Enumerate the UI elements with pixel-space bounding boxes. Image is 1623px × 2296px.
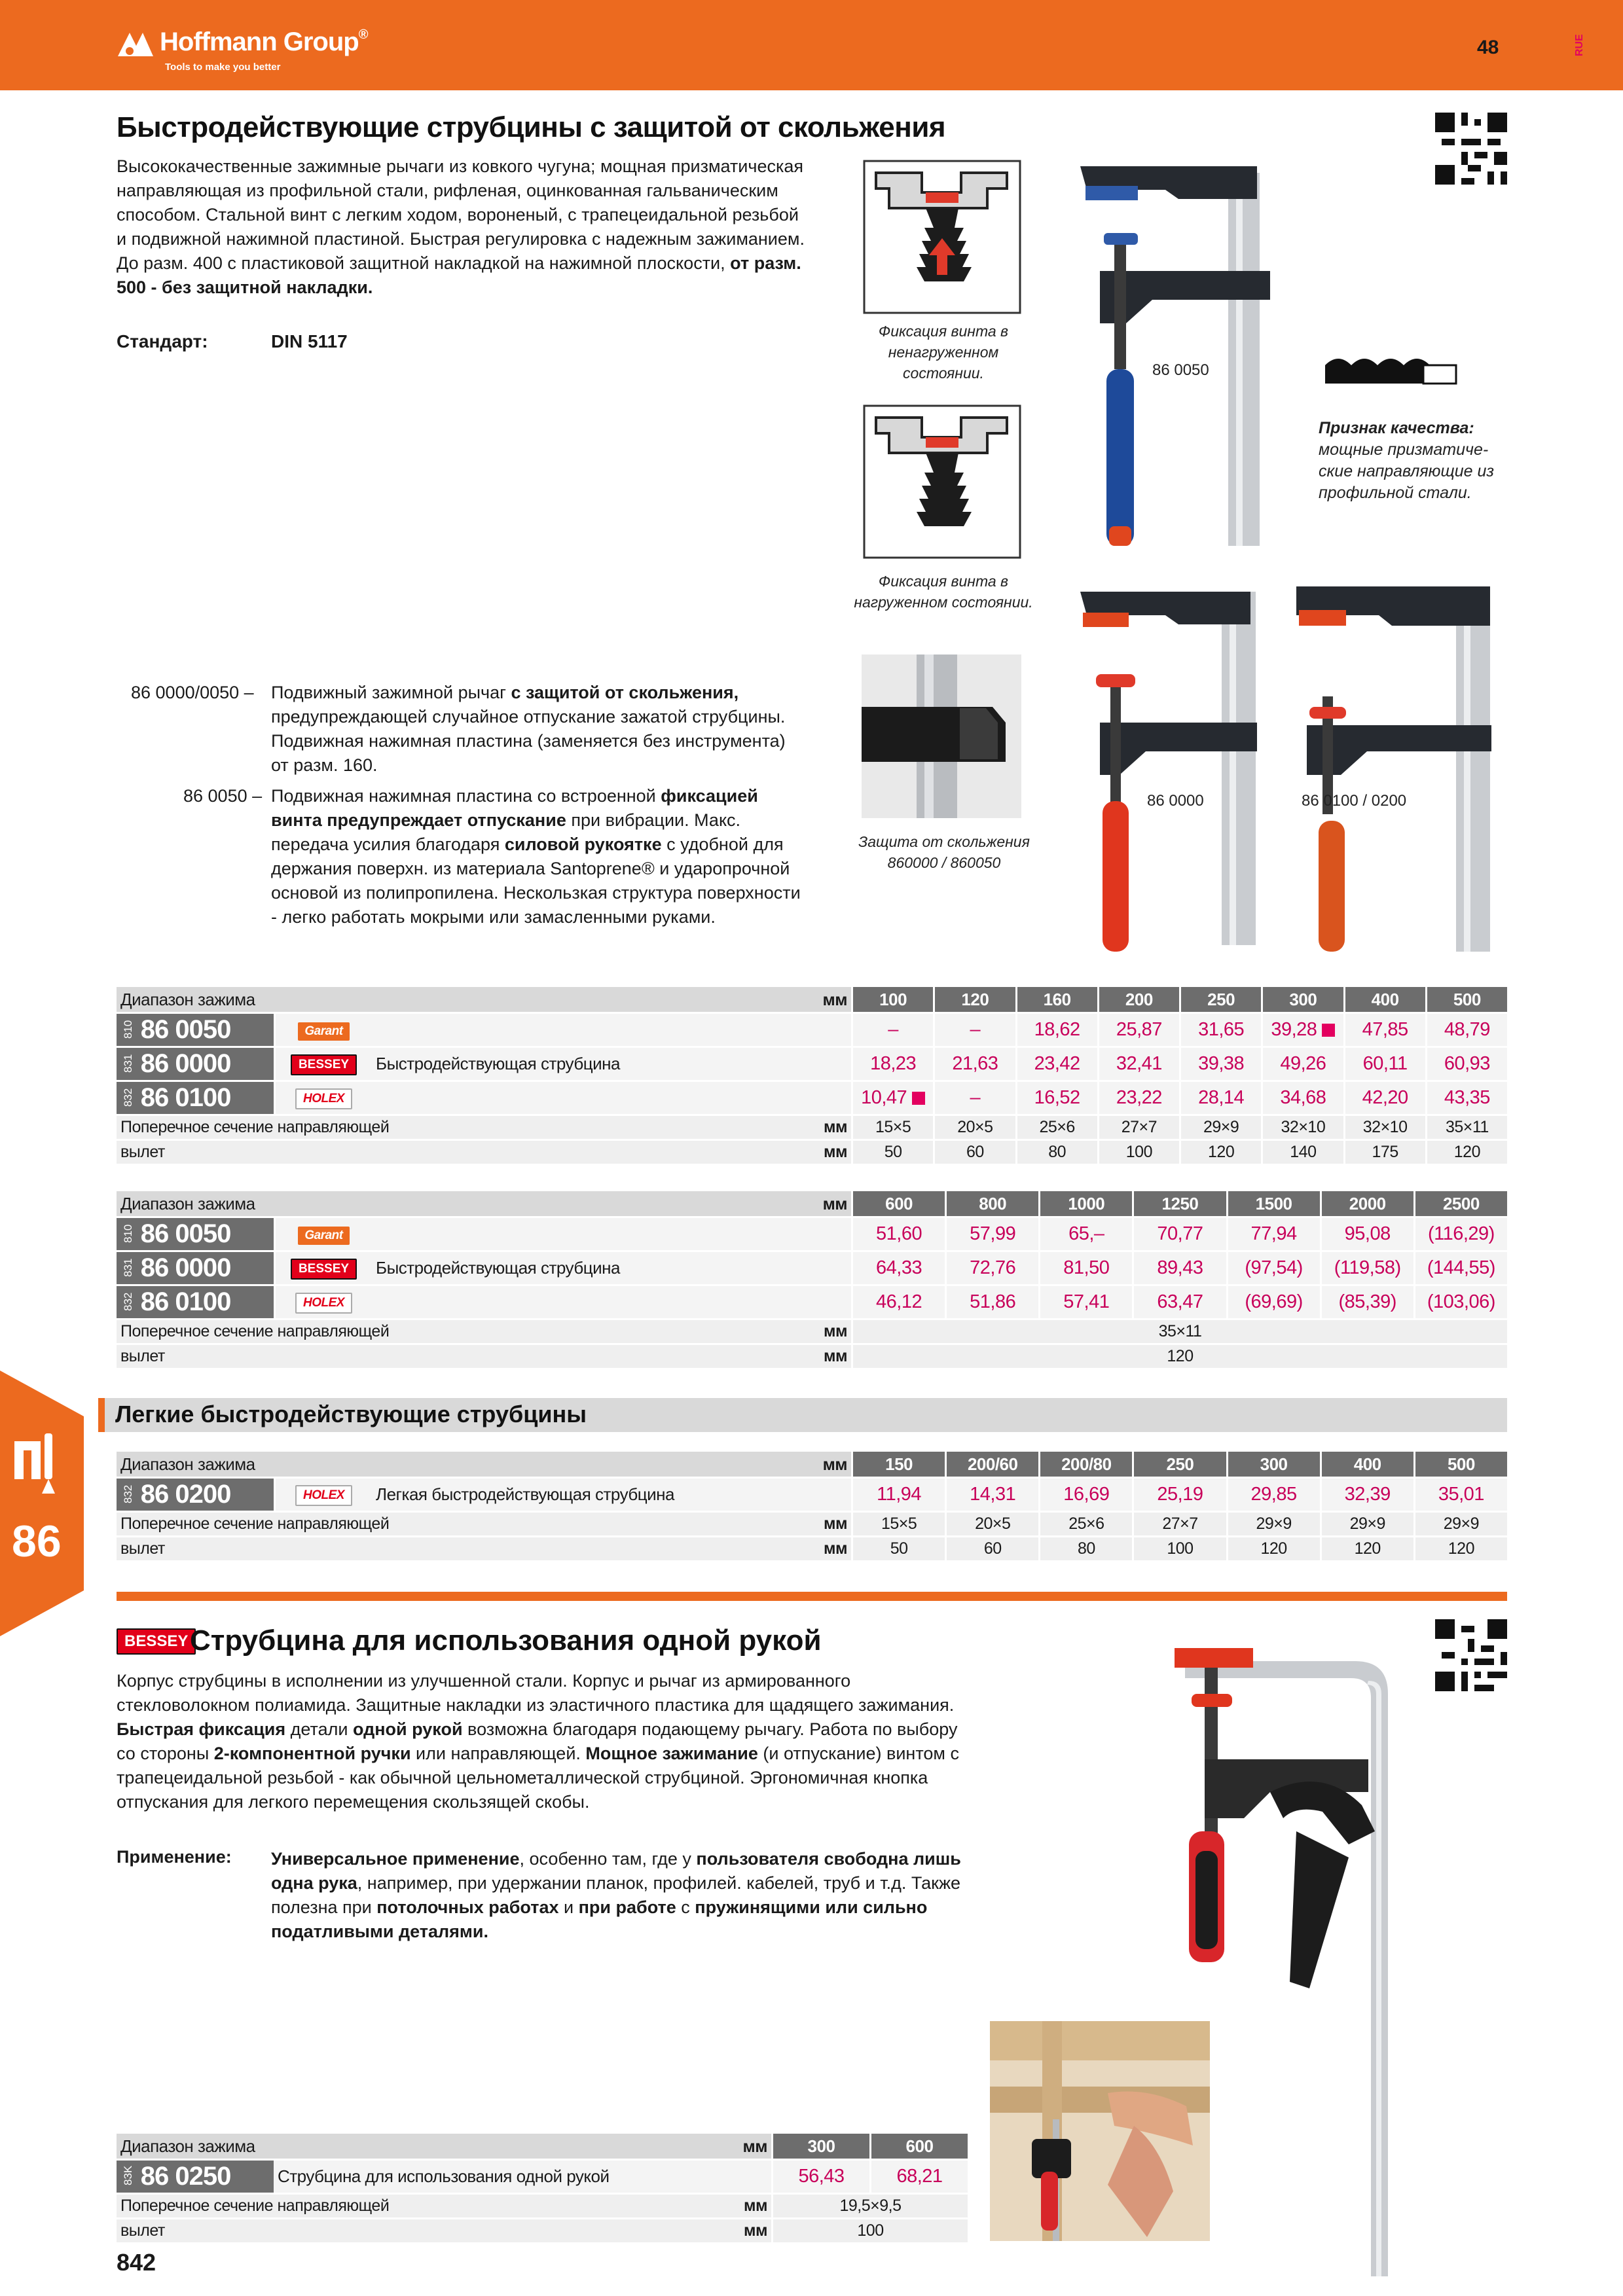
size-cell: 300: [1261, 987, 1343, 1012]
table-row: [117, 1477, 1507, 1511]
size-cell: 2500: [1413, 1191, 1507, 1216]
price-cell: 48,79: [1425, 1012, 1507, 1046]
price-cell: 31,65: [1179, 1012, 1261, 1046]
size-cell: 400: [1343, 987, 1425, 1012]
range-unit: мм: [673, 2134, 771, 2159]
application-text: Универсальное применение, особенно там, где у пользователя свободна лишь одна рука, например, при удержании планок, профилей. кабелей, труб и т.д. Также полезна при потолочных работах и при работе с пружинящими или сильно податливыми деталями.: [271, 1849, 961, 1941]
guide-profile-drawing: [1319, 346, 1469, 402]
price-cell: –: [851, 1012, 933, 1046]
unit: мм: [653, 1511, 851, 1535]
range-label: Диапазон зажима: [117, 1191, 653, 1216]
price-cell: (85,39): [1320, 1284, 1413, 1318]
qr-code-icon: [1435, 113, 1507, 185]
price-cell: 72,76: [945, 1250, 1038, 1284]
size-cell: 400: [1320, 1452, 1413, 1477]
price-cell: 23,22: [1097, 1080, 1179, 1114]
article-description: Струбцина для использования одной рукой: [274, 2159, 771, 2193]
price-cell: 14,31: [945, 1477, 1038, 1511]
reach-value: 120: [1413, 1535, 1507, 1560]
reach-value: 100: [1097, 1139, 1179, 1164]
availability-mark-icon: [1322, 1024, 1335, 1037]
reach-value: 60: [933, 1139, 1015, 1164]
price-cell-marked: 10,47: [851, 1080, 933, 1114]
price-cell: 89,43: [1132, 1250, 1226, 1284]
article-number: 832 86 0200: [117, 1477, 274, 1511]
reach-value: 175: [1343, 1139, 1425, 1164]
reach-value: 100: [771, 2217, 968, 2242]
price-cell: 60,11: [1343, 1046, 1425, 1080]
price-cell: 65,–: [1038, 1216, 1132, 1250]
size-cell: 500: [1425, 987, 1507, 1012]
price-cell: 18,62: [1015, 1012, 1097, 1046]
price-cell: 49,26: [1261, 1046, 1343, 1080]
cross-value: 32×10: [1261, 1114, 1343, 1139]
section3-description: Корпус струбцины в исполнении из улучшенной стали. Корпус и рычаг из армированного стекловолокном полиамида. Защитные накладки из эластичного пластика для щадящего зажимания. Быстрая фиксация детали одной рукой возможна благодаря подающему рычагу. Работа по выбору со стороны 2-компонентной ручки или направляющей. Мощное зажимание (и отпускание) винтом с трапецеидальной резьбой - как обычной цельнометаллической струбциной. Эргономичная кнопка отпускания для легкого перемещения скользящей скобы.: [117, 1671, 959, 1812]
clamp-860000-photo: [1074, 579, 1283, 958]
brand-logo-bessey: BESSEY: [274, 1250, 372, 1284]
section-title-one-hand-clamp: Струбцина для использования одной рукой: [190, 1624, 822, 1657]
size-cell: 600: [851, 1191, 945, 1216]
unit: мм: [653, 1114, 851, 1139]
cross-value: 15×5: [851, 1114, 933, 1139]
cross-value: 29×9: [1226, 1511, 1320, 1535]
table-row: [117, 1284, 1507, 1318]
unit: мм: [653, 1139, 851, 1164]
price-cell: 64,33: [851, 1250, 945, 1284]
article-number: 831 86 0000: [117, 1250, 274, 1284]
section1-description: Высококачественные зажимные рычаги из ковкого чугуна; мощная призматическая направляющая из профильной стали, рифленая, оцинкованная гальваническим способом. Стальной винт с легким ходом, вороненый, с трапецеидальной резьбой и подвижной нажимной пластиной. Быстрая регулировка с надежным зажиманием. До разм. 400 с пластиковой защитной накладкой на нажимной плоскости, от разм. 500 - без защитной накладки.: [117, 156, 805, 297]
application-label: Применение:: [117, 1847, 232, 1867]
price-cell-marked: 39,28: [1261, 1012, 1343, 1046]
range-label: Диапазон зажима: [117, 1452, 653, 1477]
reach-label: вылет: [117, 1343, 653, 1368]
price-cell: (116,29): [1413, 1216, 1507, 1250]
price-cell: –: [933, 1012, 1015, 1046]
article-number: 832 86 0100: [117, 1284, 274, 1318]
table-row: [117, 1216, 1507, 1250]
article-number: 83K 86 0250: [117, 2159, 274, 2193]
size-cell: 200/60: [945, 1452, 1038, 1477]
reach-value: 80: [1038, 1535, 1132, 1560]
reach-value: 120: [851, 1343, 1507, 1368]
size-cell: 250: [1132, 1452, 1226, 1477]
price-cell: 16,52: [1015, 1080, 1097, 1114]
price-cell: (69,69): [1226, 1284, 1320, 1318]
cross-value: 32×10: [1343, 1114, 1425, 1139]
section2-accent: [98, 1398, 105, 1432]
price-cell: 32,39: [1320, 1477, 1413, 1511]
table-row: [117, 2159, 968, 2193]
section-title-quick-clamps: Быстродействующие струбцины с защитой от скольжения: [117, 111, 946, 143]
unit: мм: [673, 2193, 771, 2217]
cross-value: 25×6: [1015, 1114, 1097, 1139]
reach-value: 100: [1132, 1535, 1226, 1560]
size-cell: 200: [1097, 987, 1179, 1012]
price-cell: 28,14: [1179, 1080, 1261, 1114]
price-table-2: [117, 1191, 1507, 1368]
standard-value: DIN 5117: [271, 331, 348, 351]
cross-section-label: Поперечное сечение направляющей: [117, 1114, 653, 1139]
range-unit: мм: [653, 1452, 851, 1477]
range-unit: мм: [653, 1191, 851, 1216]
article-number: 810 86 0050: [117, 1012, 274, 1046]
bessey-logo: BESSEY: [117, 1628, 196, 1655]
price-cell: 21,63: [933, 1046, 1015, 1080]
quality-caption: Признак качества: мощные призматиче- ские направляющие из профильной стали.: [1319, 419, 1495, 502]
caption-unloaded: Фиксация винта в ненагруженном состоянии.: [878, 323, 1009, 382]
price-cell: 60,93: [1425, 1046, 1507, 1080]
reach-label: вылет: [117, 2217, 673, 2242]
unit: мм: [653, 1535, 851, 1560]
table-row: [117, 1012, 1507, 1046]
price-table-4: [117, 2134, 968, 2242]
size-cell: 1000: [1038, 1191, 1132, 1216]
page-number-bottom: 842: [117, 2249, 156, 2276]
reach-value: 120: [1226, 1535, 1320, 1560]
price-cell: 39,38: [1179, 1046, 1261, 1080]
note2-text: Подвижная нажимная пластина со встроенной фиксацией винта предупреждает отпускание при вибрации. Макс. передача усилия благодаря силовой рукоятке с удобной для держания поверхн. из материала Santoprene® и ударопрочной основой из полипропилена. Нескользкая структура поверхности - легко работать мокрыми или замасленными руками.: [271, 786, 801, 927]
price-cell: (97,54): [1226, 1250, 1320, 1284]
price-cell: 57,41: [1038, 1284, 1132, 1318]
cross-section-label: Поперечное сечение направляющей: [117, 2193, 673, 2217]
price-cell: 51,60: [851, 1216, 945, 1250]
price-cell: 56,43: [771, 2159, 869, 2193]
cross-section-label: Поперечное сечение направляющей: [117, 1511, 653, 1535]
size-cell: 600: [869, 2134, 968, 2159]
article-number: 832 86 0100: [117, 1080, 274, 1114]
price-table-1: [117, 987, 1507, 1164]
clamp-860050-photo: [1074, 160, 1290, 552]
unit: мм: [673, 2217, 771, 2242]
brand-logo-holex: HOLEX: [274, 1477, 372, 1511]
cross-value: 20×5: [933, 1114, 1015, 1139]
label-860050: 86 0050: [1152, 361, 1209, 379]
cross-value: 15×5: [851, 1511, 945, 1535]
screw-lock-unloaded-drawing: [863, 160, 1021, 314]
size-cell: 1250: [1132, 1191, 1226, 1216]
size-cell: 120: [933, 987, 1015, 1012]
price-cell: (119,58): [1320, 1250, 1413, 1284]
brand-tagline: Tools to make you better: [165, 62, 281, 73]
article-description: Быстродействующая струбцина: [372, 1250, 851, 1284]
usage-photo: [990, 2021, 1210, 2241]
reach-value: 120: [1425, 1139, 1507, 1164]
price-cell: 11,94: [851, 1477, 945, 1511]
price-cell: 51,86: [945, 1284, 1038, 1318]
note1-code: 86 0000/0050 –: [131, 683, 254, 702]
range-label: Диапазон зажима: [117, 2134, 673, 2159]
brand-name: Hoffmann Group®: [160, 27, 368, 56]
cross-value: 25×6: [1038, 1511, 1132, 1535]
note1-text: Подвижный зажимной рычаг с защитой от скольжения, предупреждающей случайное отпускание зажатой струбцины. Подвижная нажимная пластина (заменяется без инструмента) от разм. 160.: [271, 683, 786, 775]
clamp-860100-photo: [1283, 579, 1506, 958]
qr-code-icon: [1435, 1619, 1507, 1691]
table-row: [117, 1080, 1507, 1114]
size-cell: 200/80: [1038, 1452, 1132, 1477]
hoffmann-logo-icon: [117, 27, 155, 59]
size-cell: 2000: [1320, 1191, 1413, 1216]
screw-lock-loaded-drawing: [863, 404, 1021, 559]
size-cell: 300: [771, 2134, 869, 2159]
price-cell: 70,77: [1132, 1216, 1226, 1250]
table-row: [117, 1250, 1507, 1284]
price-cell: 25,87: [1097, 1012, 1179, 1046]
price-cell: 23,42: [1015, 1046, 1097, 1080]
reach-value: 120: [1179, 1139, 1261, 1164]
cross-section-label: Поперечное сечение направляющей: [117, 1318, 653, 1343]
cross-value: 29×9: [1179, 1114, 1261, 1139]
price-cell: 42,20: [1343, 1080, 1425, 1114]
article-description: [372, 1284, 851, 1318]
article-description: [372, 1216, 851, 1250]
price-cell: 43,35: [1425, 1080, 1507, 1114]
price-cell: 47,85: [1343, 1012, 1425, 1046]
reach-value: 50: [851, 1535, 945, 1560]
standard-label: Стандарт:: [117, 331, 208, 351]
brand-logo-garant: Garant: [274, 1012, 372, 1046]
cross-value: 29×9: [1320, 1511, 1413, 1535]
size-cell: 160: [1015, 987, 1097, 1012]
article-number: 831 86 0000: [117, 1046, 274, 1080]
price-cell: 57,99: [945, 1216, 1038, 1250]
price-cell: (144,55): [1413, 1250, 1507, 1284]
caption-loaded: Фиксация винта в нагруженном состоянии.: [854, 573, 1033, 611]
price-cell: 32,41: [1097, 1046, 1179, 1080]
article-description: Легкая быстродействующая струбцина: [372, 1477, 851, 1511]
article-description: [372, 1080, 851, 1114]
language-tag: RUE: [1574, 34, 1585, 56]
price-cell: 95,08: [1320, 1216, 1413, 1250]
price-cell: 68,21: [869, 2159, 968, 2193]
size-cell: 1500: [1226, 1191, 1320, 1216]
reach-value: 120: [1320, 1535, 1413, 1560]
page-number-top: 48: [1477, 37, 1499, 58]
section-divider: [117, 1592, 1507, 1601]
label-860000: 86 0000: [1147, 792, 1204, 810]
article-description: [372, 1012, 851, 1046]
size-cell: 300: [1226, 1452, 1320, 1477]
price-cell: 25,19: [1132, 1477, 1226, 1511]
section-title-light-clamps: Легкие быстродействующие струбцины: [115, 1401, 587, 1427]
unit: мм: [653, 1318, 851, 1343]
table-row: [117, 1046, 1507, 1080]
cross-value: 27×7: [1097, 1114, 1179, 1139]
size-cell: 800: [945, 1191, 1038, 1216]
chapter-number: 86: [12, 1516, 62, 1566]
unit: мм: [653, 1343, 851, 1368]
reach-value: 140: [1261, 1139, 1343, 1164]
reach-value: 50: [851, 1139, 933, 1164]
article-description: Быстродействующая струбцина: [372, 1046, 851, 1080]
price-cell: 46,12: [851, 1284, 945, 1318]
availability-mark-icon: [912, 1092, 925, 1105]
cross-value: 19,5×9,5: [771, 2193, 968, 2217]
range-label: Диапазон зажима: [117, 987, 653, 1012]
price-cell: –: [933, 1080, 1015, 1114]
reach-value: 60: [945, 1535, 1038, 1560]
cross-value: 29×9: [1413, 1511, 1507, 1535]
price-cell: 81,50: [1038, 1250, 1132, 1284]
article-number: 810 86 0050: [117, 1216, 274, 1250]
brand-logo-bessey: BESSEY: [274, 1046, 372, 1080]
cross-value: 35×11: [851, 1318, 1507, 1343]
price-cell: 34,68: [1261, 1080, 1343, 1114]
reach-label: вылет: [117, 1535, 653, 1560]
size-cell: 500: [1413, 1452, 1507, 1477]
price-cell: 16,69: [1038, 1477, 1132, 1511]
chapter-side-tab: [0, 1371, 84, 1636]
brand-logo-holex: HOLEX: [274, 1284, 372, 1318]
price-cell: 18,23: [851, 1046, 933, 1080]
brand-logo-garant: Garant: [274, 1216, 372, 1250]
price-cell: 29,85: [1226, 1477, 1320, 1511]
anti-slip-photo: [862, 655, 1021, 818]
price-table-3: [117, 1452, 1507, 1560]
cross-value: 35×11: [1425, 1114, 1507, 1139]
brand-logo-holex: HOLEX: [274, 1080, 372, 1114]
reach-value: 80: [1015, 1139, 1097, 1164]
price-cell: 63,47: [1132, 1284, 1226, 1318]
size-cell: 100: [851, 987, 933, 1012]
size-cell: 150: [851, 1452, 945, 1477]
size-cell: 250: [1179, 987, 1261, 1012]
label-860100-0200: 86 0100 / 0200: [1302, 792, 1407, 810]
range-unit: мм: [653, 987, 851, 1012]
price-cell: (103,06): [1413, 1284, 1507, 1318]
caption-anti-slip: Защита от скольжения 860000 / 860050: [858, 833, 1030, 871]
reach-label: вылет: [117, 1139, 653, 1164]
note2-code: 86 0050 –: [183, 786, 263, 806]
cross-value: 20×5: [945, 1511, 1038, 1535]
cross-value: 27×7: [1132, 1511, 1226, 1535]
price-cell: 35,01: [1413, 1477, 1507, 1511]
price-cell: 77,94: [1226, 1216, 1320, 1250]
